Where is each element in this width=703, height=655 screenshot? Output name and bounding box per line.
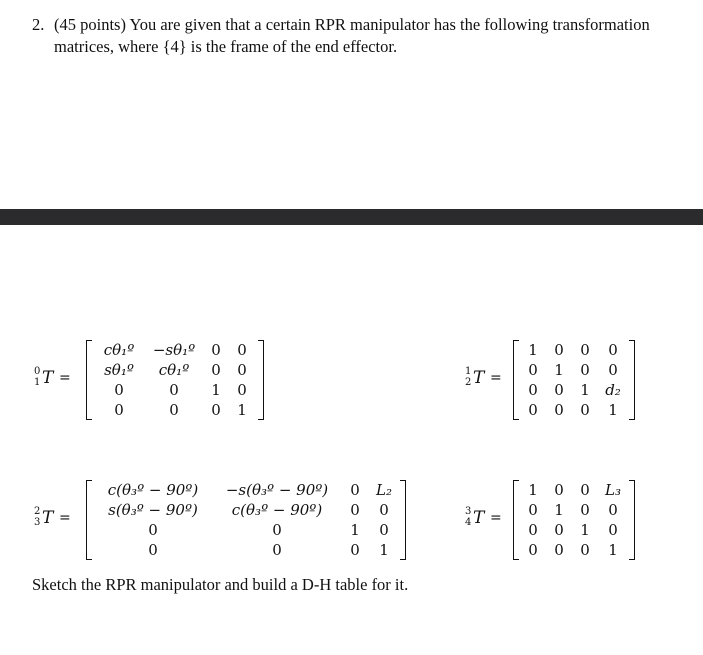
matrix-cell: 0 — [528, 501, 538, 519]
matrix-cell: 0 — [580, 541, 590, 559]
matrix-label — [465, 506, 515, 530]
matrix-cell: 0 — [554, 481, 564, 499]
matrix-cell: 0 — [528, 521, 538, 539]
label-symbol: T — [473, 508, 485, 528]
label-equals: = — [59, 510, 71, 526]
matrix-cell: 0 — [148, 521, 158, 539]
matrix-cell: 0 — [350, 481, 360, 499]
label-subscript: 1 — [34, 377, 41, 388]
matrix-cell: 0 — [554, 541, 564, 559]
matrix-cell: 0 — [528, 361, 538, 379]
problem-text-line-1: (45 points) You are given that a certain RPR manipulator has the following transformation — [54, 15, 650, 34]
matrix-cell: cθ₁º — [103, 341, 135, 359]
matrix-cell: 1 — [528, 341, 538, 359]
label-symbol: T — [42, 368, 54, 388]
matrix-bracket — [513, 340, 635, 420]
matrix-cell: 0 — [608, 341, 618, 359]
matrix-cell: 0 — [528, 401, 538, 419]
matrix-cell: 0 — [580, 401, 590, 419]
label-subscript: 2 — [465, 377, 472, 388]
matrix-cell: L₂ — [376, 481, 392, 499]
matrix-label — [34, 506, 84, 530]
matrix-cell: 0 — [114, 401, 124, 419]
matrix-cell: 0 — [272, 541, 282, 559]
matrix-cell: 0 — [169, 381, 179, 399]
label-superscript: 1 — [465, 366, 472, 377]
matrix-cell: 1 — [580, 381, 590, 399]
matrix-cell: 1 — [554, 361, 564, 379]
problem-text-line-2: matrices, where {4} is the frame of the end effector. — [54, 37, 398, 56]
label-symbol: T — [473, 368, 485, 388]
matrix-cell: 0 — [580, 341, 590, 359]
matrix-cell: d₂ — [605, 381, 621, 399]
matrix-cell: 0 — [114, 381, 124, 399]
matrix-cell: 0 — [554, 401, 564, 419]
matrix-cell: c(θ₃º − 90º) — [231, 501, 323, 519]
matrix-cell: 1 — [608, 401, 618, 419]
matrix-cell: 0 — [554, 341, 564, 359]
label-equals: = — [490, 510, 502, 526]
matrix-cell: 0 — [211, 401, 221, 419]
matrix-cell: s(θ₃º − 90º) — [108, 501, 198, 519]
label-equals: = — [59, 370, 71, 386]
matrix-label — [465, 366, 515, 390]
matrix-cell: c(θ₃º − 90º) — [107, 481, 199, 499]
label-subscript: 4 — [465, 517, 472, 528]
matrix-cell: 0 — [554, 521, 564, 539]
matrix-bracket — [86, 340, 264, 420]
matrix-cell: 1 — [211, 381, 221, 399]
matrix-cell: 0 — [237, 361, 247, 379]
section-divider — [0, 209, 703, 225]
matrix-cell: 0 — [272, 521, 282, 539]
matrix-bracket — [86, 480, 406, 560]
matrix-cell: sθ₁º — [104, 361, 134, 379]
label-superscript: 2 — [34, 506, 41, 517]
matrix-cell: 0 — [169, 401, 179, 419]
label-subscript: 3 — [34, 517, 41, 528]
matrix-cell: 1 — [237, 401, 247, 419]
matrix-cell: 0 — [580, 481, 590, 499]
matrix-cell: 0 — [237, 341, 247, 359]
matrix-cell: 0 — [554, 381, 564, 399]
matrix-cell: L₃ — [605, 481, 621, 499]
matrix-cell: −sθ₁º — [152, 341, 196, 359]
instruction-text: Sketch the RPR manipulator and build a D-H table for it. — [32, 575, 409, 594]
matrix-cell: cθ₁º — [158, 361, 190, 379]
matrix-cell: 0 — [528, 541, 538, 559]
matrix-cell: 0 — [379, 521, 389, 539]
matrix-cell: −s(θ₃º − 90º) — [225, 481, 329, 499]
matrix-cell: 0 — [580, 501, 590, 519]
matrix-cell: 1 — [528, 481, 538, 499]
matrix-cell: 0 — [608, 521, 618, 539]
matrix-bracket — [513, 480, 635, 560]
matrix-cell: 0 — [379, 501, 389, 519]
label-symbol: T — [42, 508, 54, 528]
matrix-cell: 1 — [350, 521, 360, 539]
label-superscript: 0 — [34, 366, 41, 377]
matrix-cell: 0 — [350, 501, 360, 519]
matrix-cell: 0 — [608, 501, 618, 519]
matrix-cell: 0 — [211, 341, 221, 359]
label-equals: = — [490, 370, 502, 386]
problem-number: 2. — [32, 15, 45, 34]
matrix-cell: 1 — [379, 541, 389, 559]
matrix-cell: 0 — [211, 361, 221, 379]
matrix-cell: 1 — [580, 521, 590, 539]
matrix-cell: 0 — [608, 361, 618, 379]
matrix-cell: 0 — [350, 541, 360, 559]
matrix-cell: 0 — [580, 361, 590, 379]
matrix-cell: 1 — [608, 541, 618, 559]
matrix-cell: 0 — [148, 541, 158, 559]
label-superscript: 3 — [465, 506, 472, 517]
matrix-cell: 0 — [237, 381, 247, 399]
matrix-cell: 0 — [528, 381, 538, 399]
matrix-cell: 1 — [554, 501, 564, 519]
matrix-label — [34, 366, 84, 390]
